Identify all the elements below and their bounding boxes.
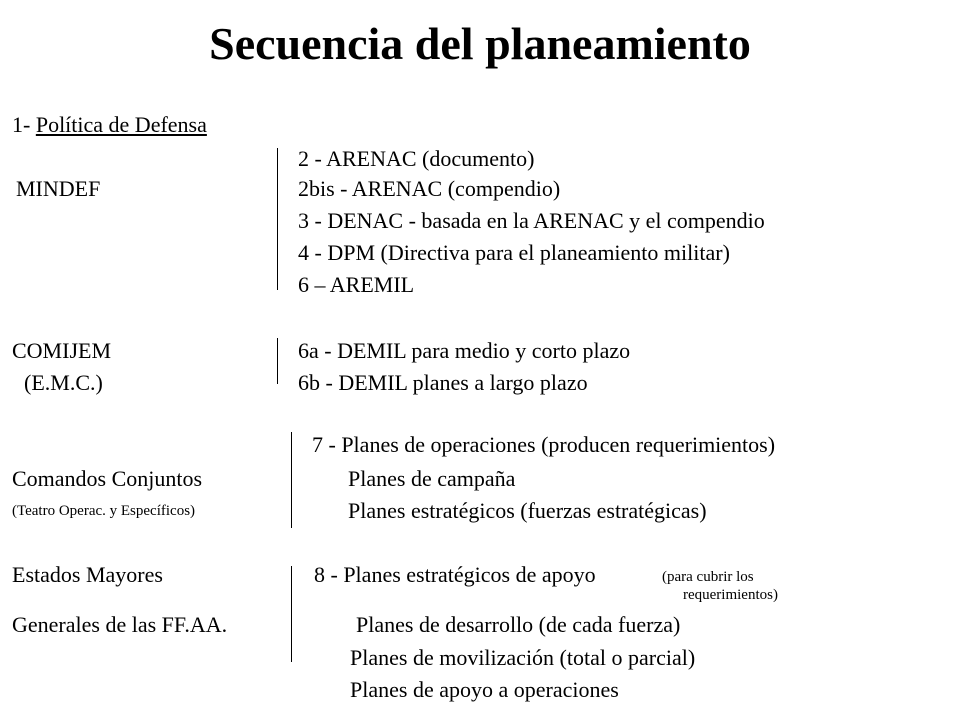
org-generales-ffaa: Generales de las FF.AA. xyxy=(12,612,228,637)
bracket-line-4 xyxy=(291,566,292,662)
item-7-planes-operaciones: 7 - Planes de operaciones (producen requerimientos) xyxy=(312,432,776,457)
section-1-heading xyxy=(12,112,207,138)
item-6b-demil: 6b - DEMIL planes a largo plazo xyxy=(298,370,588,395)
item-6a-demil: 6a - DEMIL para medio y corto plazo xyxy=(298,338,631,363)
org-comandos-conjuntos: Comandos Conjuntos xyxy=(12,466,203,491)
org-teatro-operac: (Teatro Operac. y Específicos) xyxy=(12,503,196,519)
org-estados-mayores: Estados Mayores xyxy=(12,562,163,587)
bracket-line-2 xyxy=(277,338,278,384)
item-8-note-line1: (para cubrir los xyxy=(662,569,754,585)
item-2-arenac: 2 - ARENAC (documento) xyxy=(298,146,535,171)
org-mindef: MINDEF xyxy=(16,176,101,201)
bracket-line-3 xyxy=(291,432,292,528)
item-planes-apoyo-operaciones: Planes de apoyo a operaciones xyxy=(350,677,619,702)
item-6-aremil: 6 – AREMIL xyxy=(298,272,415,297)
item-8-planes-apoyo: 8 - Planes estratégicos de apoyo xyxy=(314,562,596,587)
item-planes-estrategicos: Planes estratégicos (fuerzas estratégicas) xyxy=(348,498,707,523)
item-planes-desarrollo: Planes de desarrollo (de cada fuerza) xyxy=(356,612,681,637)
org-emc: (E.M.C.) xyxy=(24,370,103,395)
item-planes-movilizacion: Planes de movilización (total o parcial) xyxy=(350,645,696,670)
slide-title: Secuencia del planeamiento xyxy=(209,18,751,69)
item-4-dpm: 4 - DPM (Directiva para el planeamiento militar) xyxy=(298,240,730,265)
section-1-heading-label: Política de Defensa xyxy=(35,112,207,137)
org-comijem: COMIJEM xyxy=(12,338,112,363)
item-3-denac: 3 - DENAC - basada en la ARENAC y el compendio xyxy=(298,208,765,233)
item-planes-campana: Planes de campaña xyxy=(348,466,516,491)
section-1-number: 1- xyxy=(12,112,36,137)
item-8-note-line2: requerimientos) xyxy=(683,587,778,603)
bracket-line-1 xyxy=(277,148,278,290)
item-2bis-arenac: 2bis - ARENAC (compendio) xyxy=(298,176,561,201)
